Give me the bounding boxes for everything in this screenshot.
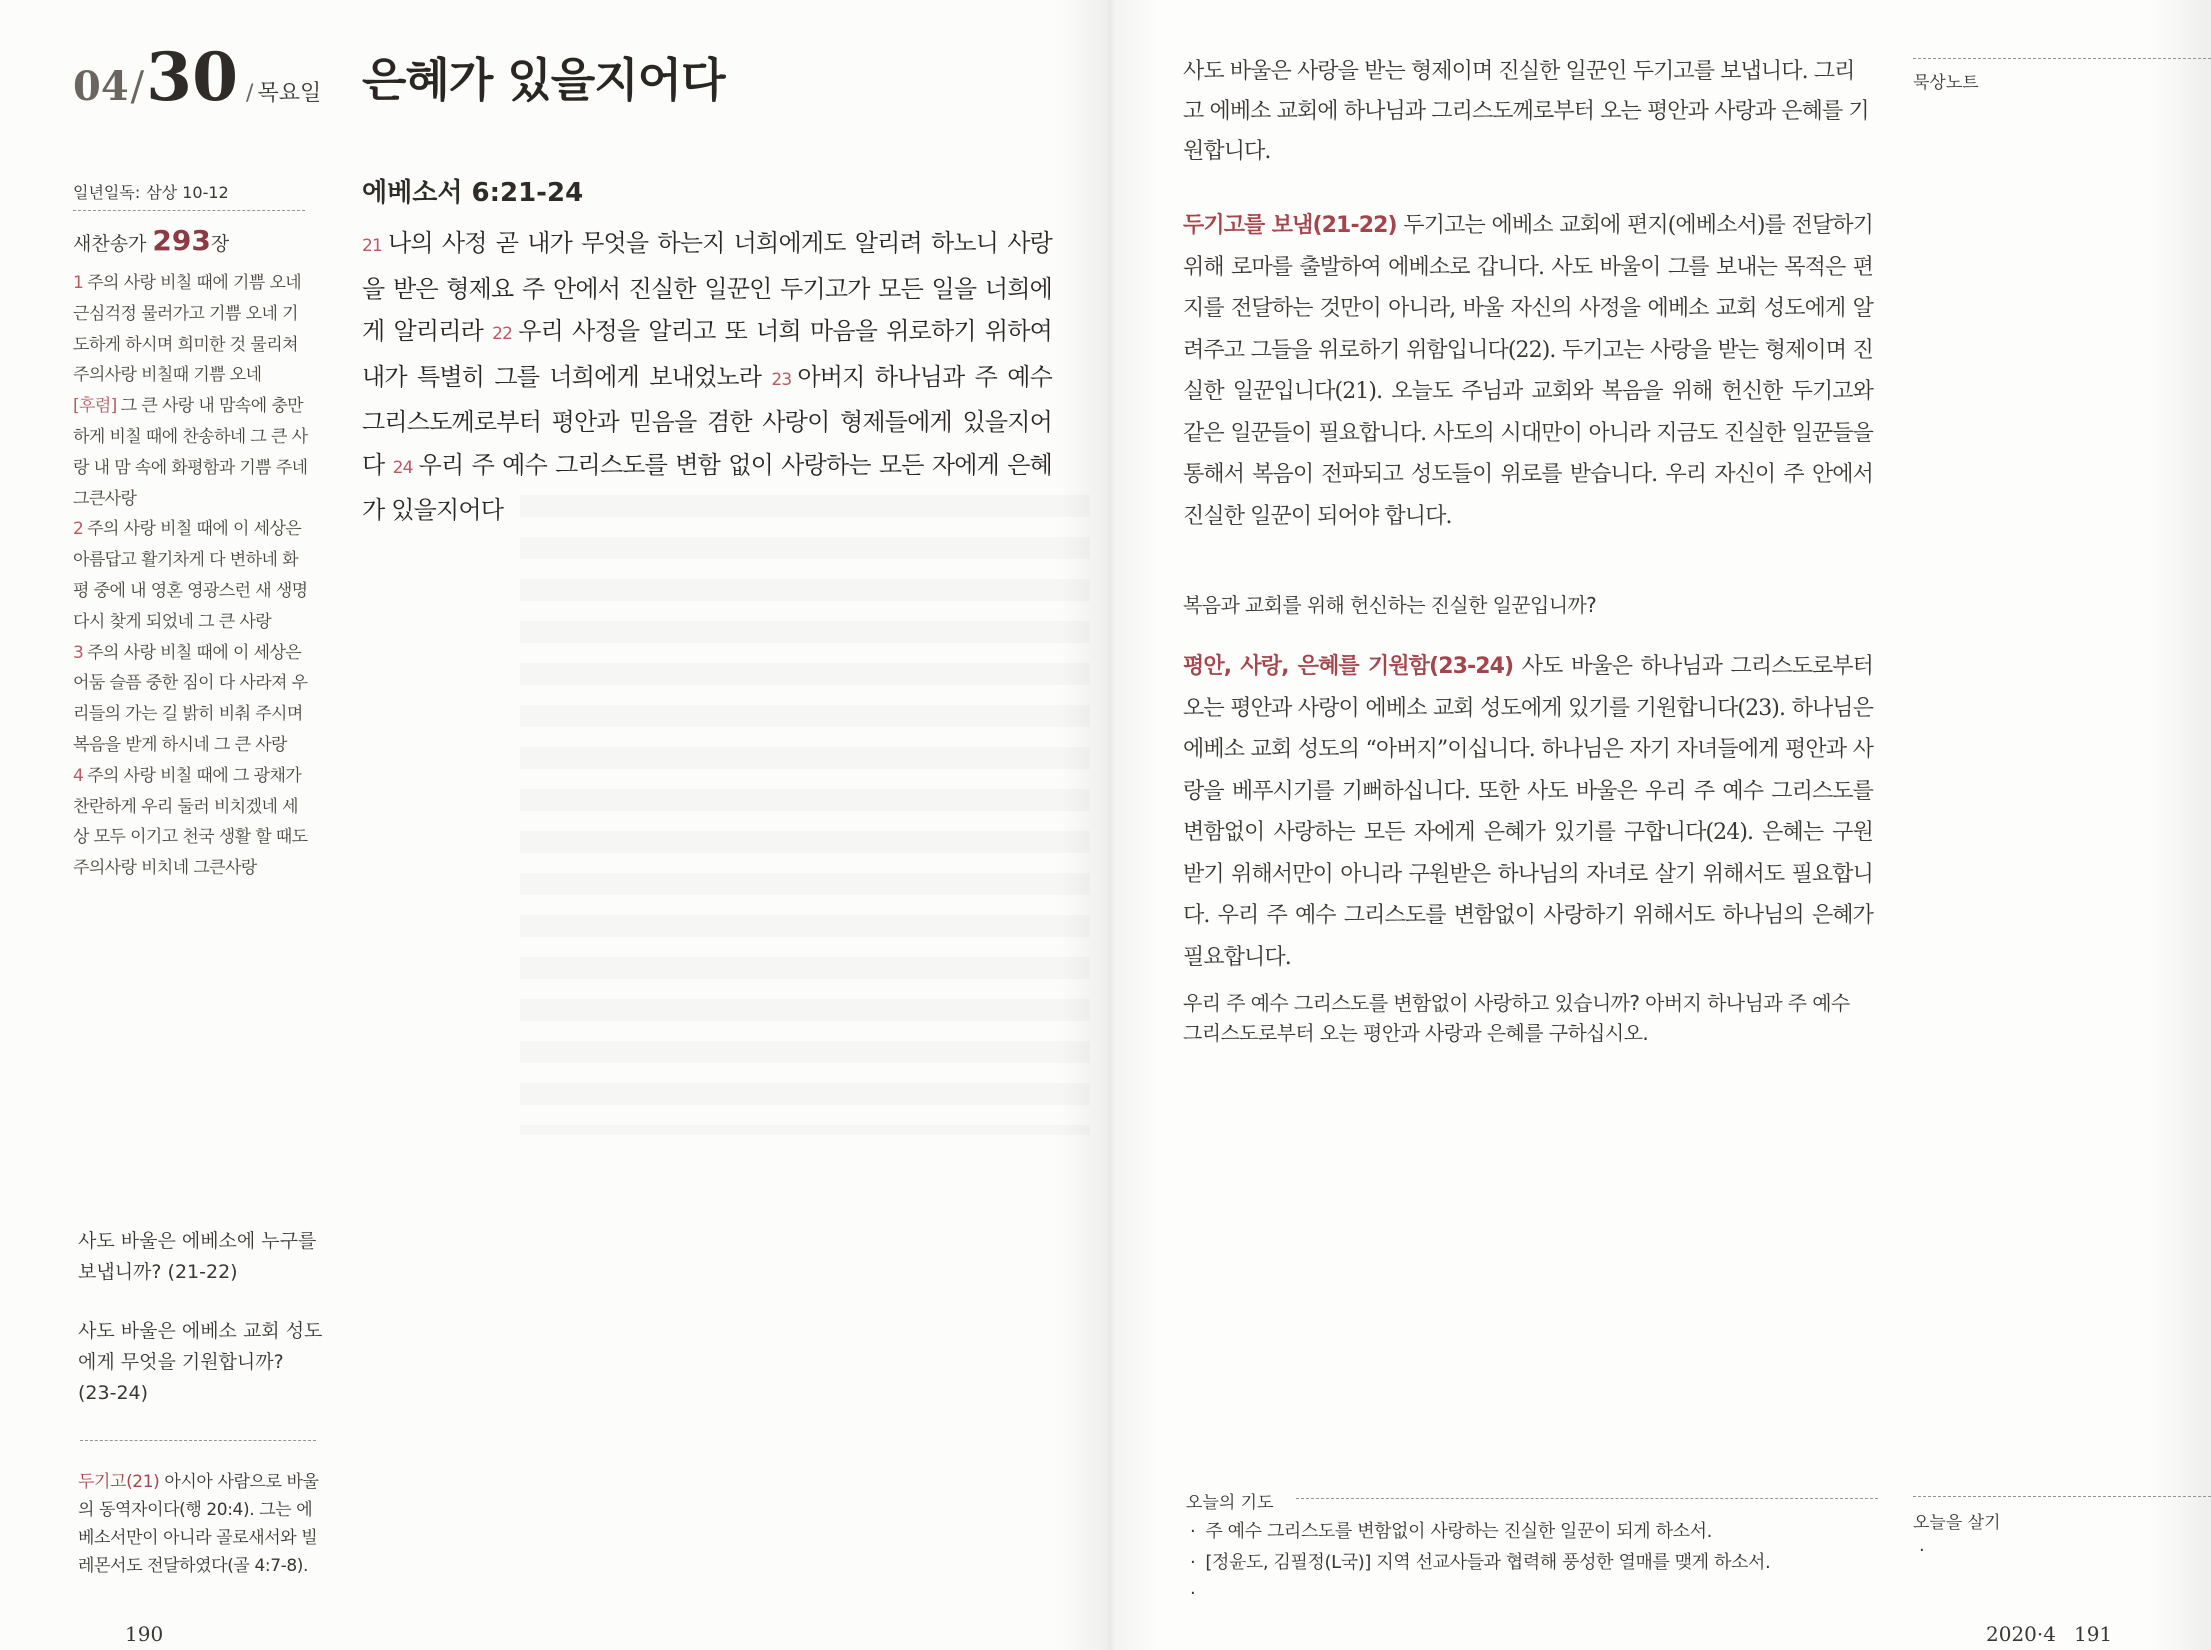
hymn-verse-text: 주의 사랑 비칠 때에 그 광채가 찬란하게 우리 둘러 비치겠네 세상 모두 이기고 천국 생활 할 때도 주의사랑 비치네 그큰사랑 xyxy=(73,765,308,879)
section-body: 사도 바울은 하나님과 그리스도로부터 오는 평안과 사랑이 에베소 교회 성도에게 있기를 기원합니다(23). 하나님은 에베소 교회 성도의 “아버지”이십니다. 하나님은 자기 자녀들에게 평안과 사랑을 베푸시기를 기뻐하십니다. 또한 사도 바울은 우리 주 예수 그리스도를 변함없이 사랑하는 모든 자에게 은혜가 있기를 구합니다(24). 은혜는 구원 받기 위해서만이 아니라 구원받은 하나님의 자녀로 살기 위해서도 필요합니다. 우리 주 예수 그리스도를 변함없이 사랑하기 위해서도 하나님의 은혜가 필요합니다. xyxy=(1183,654,1873,970)
hymn-verse-text: 주의 사랑 비칠 때에 기쁨 오네 근심걱정 물러가고 기쁨 오네 기도하게 하시며 희미한 것 물리쳐 주의사랑 비칠때 기쁨 오네 xyxy=(73,273,302,386)
hymn-heading xyxy=(73,224,229,257)
scripture-reference: 에베소서 6:21-24 xyxy=(362,178,584,208)
daily-reading xyxy=(73,180,229,203)
application-question-1: 복음과 교회를 위해 헌신하는 진실한 일꾼입니까? xyxy=(1183,593,1597,617)
verse-text: 우리 사정을 알리고 또 너희 마음을 위로하기 위하여 내가 특별히 그를 너희에게 보내었노라 xyxy=(362,317,1052,391)
note-text: 아시아 사람으로 바울의 동역자이다(행 20:4). 그는 에베소서만이 아니라 골로새서와 빌레몬서도 전달하였다(골 4:7-8). xyxy=(78,1472,319,1576)
hymn-verse-text: 주의 사랑 비칠 때에 이 세상은 어둠 슬픔 중한 짐이 다 사라져 우리들의 가는 길 밝히 비춰 주시며 복음을 받게 하시네 그 큰 사랑 xyxy=(73,642,308,755)
commentary-intro: 사도 바울은 사랑을 받는 형제이며 진실한 일꾼인 두기고를 보냅니다. 그리고 에베소 교회에 하나님과 그리스도께로부터 오는 평안과 사랑과 은혜를 기원합니다. xyxy=(1183,59,1869,164)
word-note xyxy=(78,1468,323,1580)
prayer-list xyxy=(1190,1516,1770,1609)
hymn-verse xyxy=(73,514,313,637)
page-footer-right xyxy=(1986,1622,2112,1646)
hymn-number: 293 xyxy=(152,224,211,257)
section-body: 두기고는 에베소 교회에 편지(에베소서)를 전달하기 위해 로마를 출발하여 에베소로 갑니다. 사도 바울이 그를 보내는 목적은 편지를 전달하는 것만이 아니라, 바울 자신의 사정을 에베소 교회 성도에게 알려주고 그들을 위로하기 위함입니다(22). 두기고는 사랑을 받는 형제이며 진실한 일꾼입니다(21). 오늘도 주님과 교회와 복음을 위해 헌신한 두기고와 같은 일꾼들이 필요합니다. 사도의 시대만이 아니라 지금도 진실한 일꾼들을 통해서 복음이 전파되고 성도들이 위로를 받습니다. 우리 자신이 주 안에서 진실한 일꾼이 되어야 합니다. xyxy=(1183,213,1873,529)
hymn-verse xyxy=(73,761,313,884)
page-title: 은혜가 있을지어다 xyxy=(362,53,725,107)
bleed-through-text xyxy=(520,495,1090,1135)
page-number-right: 191 xyxy=(2073,1622,2113,1646)
date-header xyxy=(73,38,321,116)
divider xyxy=(80,1440,316,1441)
commentary-section-1 xyxy=(1183,205,1873,537)
bullet: · xyxy=(1919,1540,1925,1561)
hymn-lyrics xyxy=(73,268,313,884)
meditation-note-label: 묵상노트 xyxy=(1913,73,1979,93)
prayer-item: · [정윤도, 김필정(L국)] 지역 선교사들과 협력해 풍성한 열매를 맺게 하소서. xyxy=(1190,1547,1770,1578)
hymn-verse-number: 1 xyxy=(73,273,84,293)
hymn-verse-text: 주의 사랑 비칠 때에 이 세상은 아름답고 활기차게 다 변하네 화평 중에 내 영혼 영광스런 새 생명 다시 찾게 되었네 그 큰 사랑 xyxy=(73,519,308,632)
application-question-2: 우리 주 예수 그리스도를 변함없이 사랑하고 있습니까? 아버지 하나님과 주 예수 그리스도로부터 오는 평안과 사랑과 은혜를 구하십시오. xyxy=(1183,991,1850,1045)
divider xyxy=(1913,1496,2211,1497)
verse-number: 24 xyxy=(392,457,413,478)
prayer-label: 오늘의 기도 xyxy=(1186,1493,1274,1513)
hymn-chorus-label: [후렴] xyxy=(73,396,117,417)
divider xyxy=(1913,58,2211,59)
prayer-item: · 주 예수 그리스도를 변함없이 사랑하는 진실한 일꾼이 되게 하소서. xyxy=(1190,1516,1770,1547)
commentary-section-2 xyxy=(1183,646,1873,978)
verse-number: 21 xyxy=(362,236,383,256)
live-today-label: 오늘을 살기 xyxy=(1913,1513,2001,1533)
verse-number: 23 xyxy=(771,369,792,390)
verse-number: 22 xyxy=(492,324,513,344)
page-number-left: 190 xyxy=(125,1622,164,1646)
divider xyxy=(73,210,305,211)
date-month: 04 xyxy=(73,63,129,110)
book-gutter xyxy=(1060,0,1160,1650)
section-heading: 두기고를 보냄(21-22) xyxy=(1183,213,1397,238)
hymn-verse-number: 3 xyxy=(73,642,84,663)
hymn-prefix: 새찬송가 xyxy=(73,233,147,255)
section-heading: 평안, 사랑, 은혜를 기원함(23-24) xyxy=(1183,654,1514,679)
hymn-verse-text: 그 큰 사랑 내 맘속에 충만하게 비칠 때에 찬송하네 그 큰 사랑 내 맘 속에 화평함과 기쁨 주네 그큰사랑 xyxy=(73,396,308,509)
hymn-verse xyxy=(73,268,313,391)
date-slash: / xyxy=(246,81,254,106)
daily-reading-label: 일년일독: xyxy=(73,183,141,202)
date-weekday: 목요일 xyxy=(257,81,322,106)
verse-text: 아버지 하나님과 주 예수 그리스도께로부터 평안과 믿음을 겸한 사랑이 형제들에게 있을지어다 xyxy=(362,362,1052,479)
page-edge-shadow xyxy=(2150,0,2211,1650)
date-slash: / xyxy=(130,64,145,110)
question-2: 사도 바울은 에베소 교회 성도에게 무엇을 기원합니까? (23-24) xyxy=(78,1320,323,1404)
footer-year-month: 2020·4 xyxy=(1986,1622,2056,1646)
verse-text: 나의 사정 곧 내가 무엇을 하는지 너희에게도 알리려 하노니 사랑을 받은 형제요 주 안에서 진실한 일꾼인 두기고가 모든 일을 너희에게 알리리라 xyxy=(362,229,1052,345)
hymn-verse-number: 4 xyxy=(73,765,84,786)
question-1: 사도 바울은 에베소에 누구를 보냅니까? (21-22) xyxy=(78,1230,317,1283)
hymn-verse xyxy=(73,638,313,761)
verse-text: 우리 주 예수 그리스도를 변함 없이 사랑하는 모든 자에게 은혜가 있을지어다 xyxy=(362,450,1052,524)
hymn-verse-number: 2 xyxy=(73,519,84,540)
date-day: 30 xyxy=(146,38,239,116)
daily-reading-value: 삼상 10-12 xyxy=(146,183,229,202)
divider xyxy=(1296,1498,1878,1499)
scripture-text xyxy=(362,222,1052,532)
prayer-item-empty xyxy=(1190,1578,1770,1609)
hymn-suffix: 장 xyxy=(210,233,230,255)
hymn-chorus xyxy=(73,391,313,514)
note-term: 두기고(21) xyxy=(78,1472,160,1492)
